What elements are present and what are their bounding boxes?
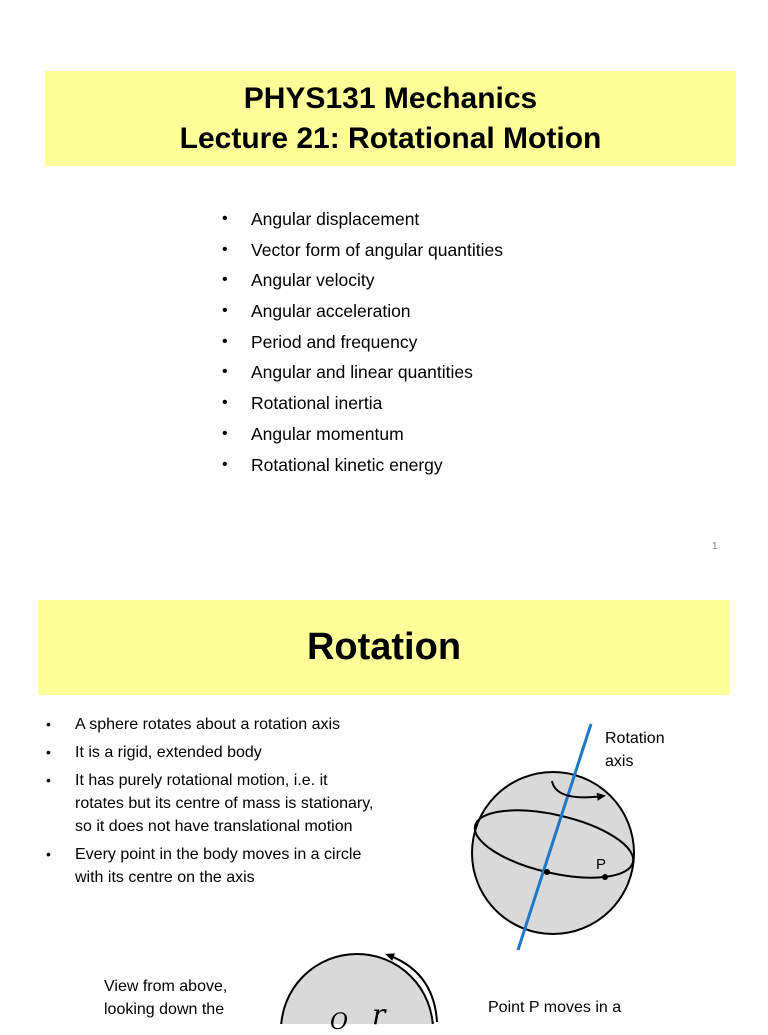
course-title: PHYS131 Mechanics [243,81,538,115]
label-line: looking down the [104,1001,225,1018]
list-item: • Angular acceleration [222,296,503,327]
point-p-caption: Point P moves in a [488,999,622,1016]
list-item: • Period and frequency [222,327,503,358]
page-number: 1 [712,541,718,552]
list-item: • Angular and linear quantities [222,357,503,388]
list-item: • Angular velocity [222,265,503,296]
bullet-line: so it does not have translational motion [75,818,353,835]
lecture-title: Lecture 21: Rotational Motion [179,121,602,155]
bullet-line: • It is a rigid, extended body [75,744,262,761]
bullet-line: rotates but its centre of mass is stationary, [75,795,374,812]
view-from-above-label [104,975,227,1021]
top-view-circle [281,954,433,1024]
list-item: • Vector form of angular quantities [222,235,503,266]
list-item: • Angular displacement [222,204,503,235]
slide2-title: Rotation [306,626,462,668]
bullet-line: with its centre on the axis [75,869,255,886]
radius-symbol: r [372,998,386,1031]
point-p-label: P [596,856,607,873]
rotation-axis-label [605,727,665,773]
label-line: Rotation [605,730,665,747]
label-line: View from above, [104,978,228,995]
list-item: • Rotational inertia [222,388,503,419]
label-line: axis [605,753,634,770]
bullet-line: • A sphere rotates about a rotation axis [75,716,341,733]
axis-center-dot [544,869,550,875]
list-item: • Rotational kinetic energy [222,450,503,481]
list-item: • Angular momentum [222,419,503,450]
point-p-dot [602,874,608,880]
bullet-line: • Every point in the body moves in a circle [75,846,362,863]
origin-symbol: O [330,1010,349,1035]
bullet-line: • It has purely rotational motion, i.e. it [75,772,328,789]
